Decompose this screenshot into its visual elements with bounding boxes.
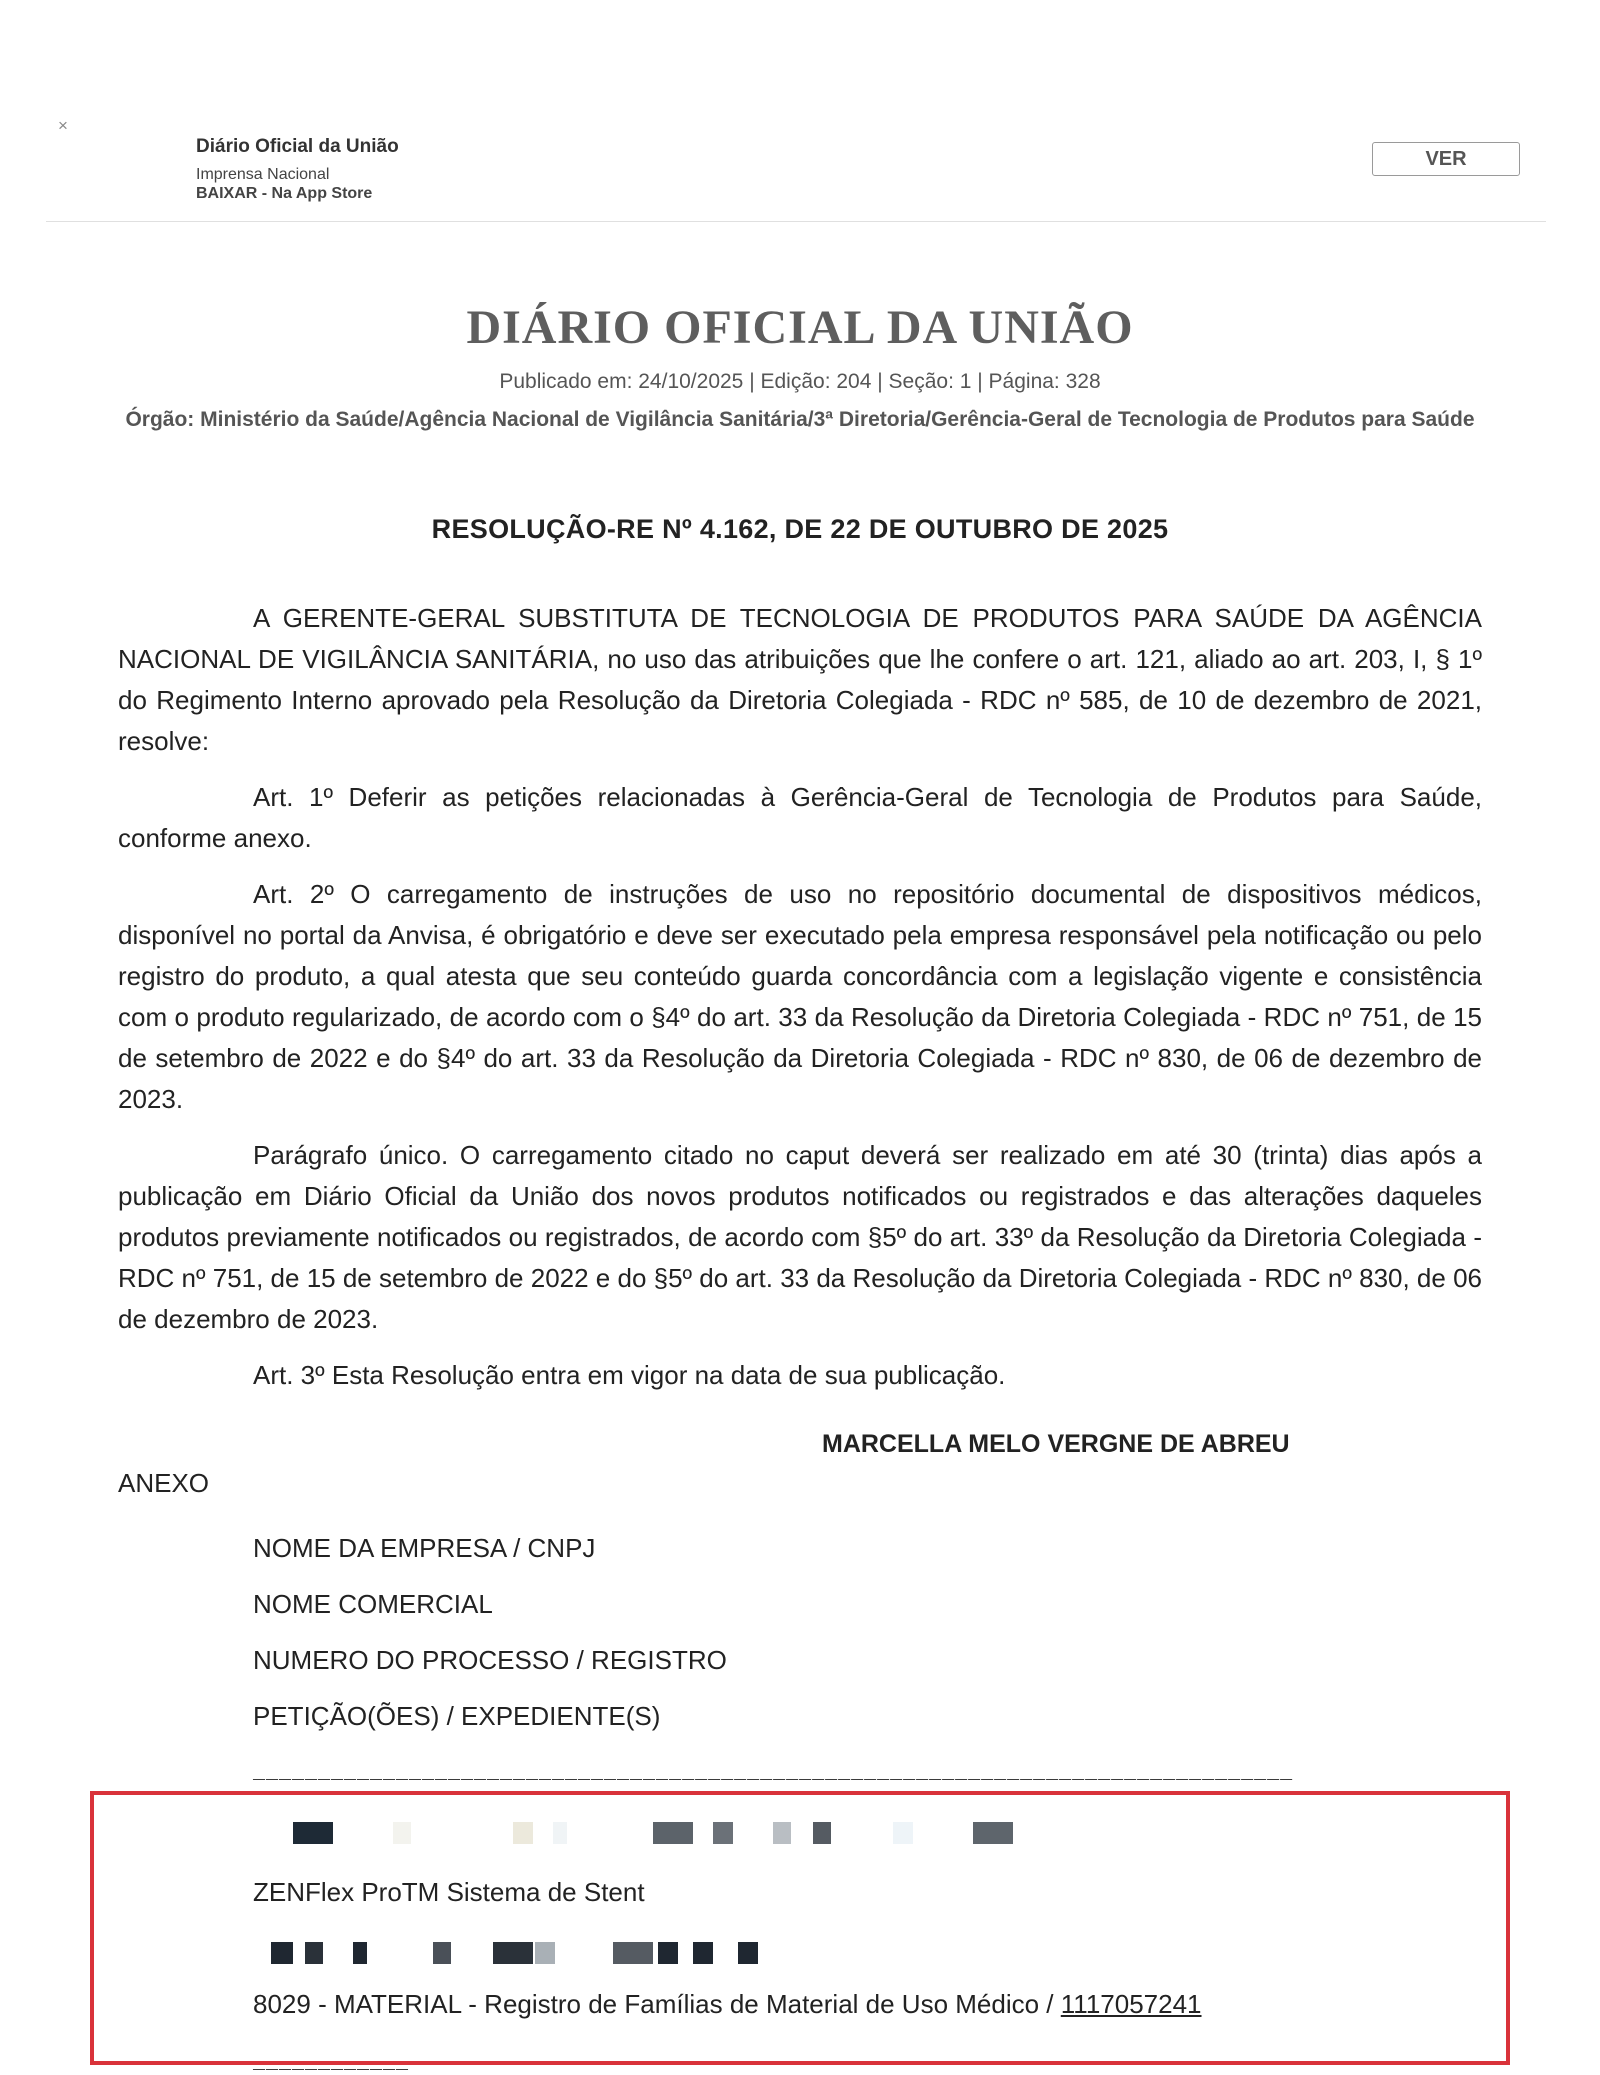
redacted-company-line xyxy=(253,1822,1153,1844)
separator-line: ________________________________________________________________________________ xyxy=(253,1762,1294,1785)
field-company: NOME DA EMPRESA / CNPJ xyxy=(253,1533,596,1563)
separator-line-bottom: ____________ xyxy=(253,2052,410,2075)
page-title: DIÁRIO OFICIAL DA UNIÃO xyxy=(466,301,1134,354)
article-3: Art. 3º Esta Resolução entra em vigor na data de sua publicação. xyxy=(253,1360,1006,1390)
app-banner xyxy=(0,0,1587,222)
sole-paragraph: Parágrafo único. O carregamento citado no caput deverá ser realizado em até 30 (trinta) dias após a publicação em Diário Oficial da União dos novos produtos notificados ou registrados e das alterações daqueles produtos previamente notificados ou registrados, de acordo com §5º do art. 33º da Resolução da Diretoria Colegiada - RDC nº 751, de 15 de setembro de 2022 e do §5º do art. 33 da Resolução da Diretoria Colegiada - RDC nº 830, de 06 de dezembro de 2023. xyxy=(118,1140,1482,1334)
entry-commercial-name: ZENFlex ProTM Sistema de Stent xyxy=(253,1877,645,1907)
article-2: Art. 2º O carregamento de instruções de uso no repositório documental de dispositivos médicos, disponível no portal da Anvisa, é obrigatório e deve ser executado pela empresa responsável pela notificação ou pelo registro do produto, a qual atesta que seu conteúdo guarda concordância com a legislação vigente e consistência com o produto regularizado, de acordo com o §4º do art. 33 da Resolução da Diretoria Colegiada - RDC nº 751, de 15 de setembro de 2022 e do §4º do art. 33 da Resolução da Diretoria Colegiada - RDC nº 830, de 06 de dezembro de 2023. xyxy=(118,879,1482,1114)
banner-app-name: Diário Oficial da União xyxy=(196,136,399,157)
petition-text: 8029 - MATERIAL - Registro de Famílias de Material de Uso Médico / xyxy=(253,1989,1061,2019)
field-petition: PETIÇÃO(ÕES) / EXPEDIENTE(S) xyxy=(253,1701,661,1731)
preamble-paragraph: A GERENTE-GERAL SUBSTITUTA DE TECNOLOGIA DE PRODUTOS PARA SAÚDE DA AGÊNCIA NACIONAL DE VIGILÂNCIA SANITÁRIA, no uso das atribuições que lhe confere o art. 121, aliado ao art. 203, I, § 1º do Regimento Interno aprovado pela Resolução da Diretoria Colegiada - RDC nº 585, de 10 de dezembro de 2021, resolve: xyxy=(118,603,1482,756)
expedient-link[interactable]: 1117057241 xyxy=(1060,1989,1202,2019)
resolution-body xyxy=(118,598,1482,1411)
banner-store-text: BAIXAR - Na App Store xyxy=(196,185,373,202)
entry-petition xyxy=(253,1989,1202,2020)
publication-info: Publicado em: 24/10/2025 | Edição: 204 | Seção: 1 | Página: 328 xyxy=(499,370,1101,393)
field-commercial-name: NOME COMERCIAL xyxy=(253,1589,493,1619)
article-1: Art. 1º Deferir as petições relacionadas à Gerência-Geral de Tecnologia de Produtos para Saúde, conforme anexo. xyxy=(118,782,1482,853)
resolution-title: RESOLUÇÃO-RE Nº 4.162, DE 22 DE OUTUBRO DE 2025 xyxy=(431,514,1169,544)
field-process-number: NUMERO DO PROCESSO / REGISTRO xyxy=(253,1645,727,1675)
banner-divider xyxy=(46,221,1546,222)
signature-name: MARCELLA MELO VERGNE DE ABREU xyxy=(822,1430,1290,1458)
close-icon[interactable]: × xyxy=(58,116,68,135)
annex-field-list xyxy=(253,1531,727,1755)
banner-subtitle xyxy=(196,165,372,203)
redacted-process-line xyxy=(253,1942,773,1964)
banner-publisher: Imprensa Nacional xyxy=(196,166,330,183)
view-button[interactable]: VER xyxy=(1372,142,1520,176)
orgao-line: Órgão: Ministério da Saúde/Agência Nacional de Vigilância Sanitária/3ª Diretoria/Gerência-Geral de Tecnologia de Produtos para Saúde xyxy=(125,408,1475,431)
annex-label: ANEXO xyxy=(118,1468,210,1498)
